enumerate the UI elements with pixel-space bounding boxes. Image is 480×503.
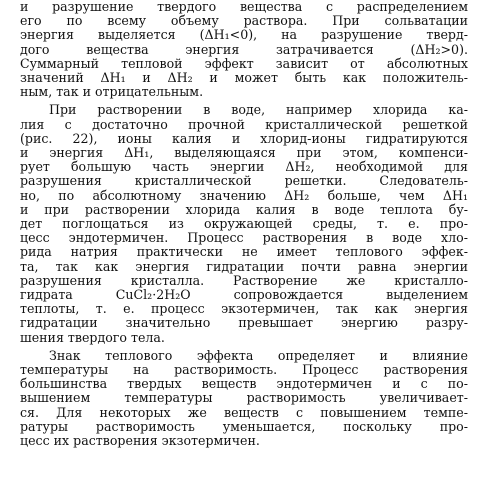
text-line: но, по абсолютному значению ΔH₂ больше, чем ΔH₁ — [20, 187, 468, 203]
text-line: та, так как энергия гидратации почти равна энергии — [20, 258, 468, 274]
text-line: цесс эндотермичен. Процесс растворения в воде хло- — [20, 230, 468, 246]
text-line: При растворении в воде, например хлорида ка- — [49, 102, 468, 118]
text-line: Знак теплового эффекта определяет и влияние — [49, 347, 468, 363]
text-line: гидратации значительно превышает энергию разру- — [20, 315, 468, 331]
text-line: Суммарный тепловой эффект зависит от абсолютных — [20, 55, 468, 71]
text-line: разрушения кристаллической решетки. Следователь- — [20, 173, 468, 189]
text-line: энергия выделяется (ΔH₁<0), на разрушение тверд- — [20, 27, 468, 43]
text-line: разрушения кристалла. Растворение же кристалло- — [20, 272, 468, 288]
text-line: (рис. 22), ионы калия и хлорид-ионы гидратируются — [20, 130, 468, 146]
text-line: значений ΔH₁ и ΔH₂ и может быть как положитель- — [20, 70, 468, 85]
text-line: его по всему объему раствора. При сольватации — [20, 13, 468, 29]
text-line: температуры на растворимость. Процесс растворения — [20, 362, 468, 377]
text-line: и разрушение твердого вещества с распределением — [20, 0, 468, 14]
text-line: теплоты, т. е. процесс экзотермичен, так как энергия — [20, 301, 468, 317]
text-line: гидрата CuCl₂·2H₂O сопровождается выделением — [20, 287, 468, 302]
text-line: вышением температуры растворимость увеличивает- — [20, 390, 468, 406]
text-line: и при растворении хлорида калия в воде теплота бу- — [20, 201, 468, 217]
text-line: цесс их растворения экзотермичен. — [20, 433, 260, 448]
text-line: дет поглощаться из окружающей среды, т. е. про- — [20, 216, 468, 231]
text-line: ным, так и отрицательным. — [20, 84, 204, 100]
text-line: ратуры растворимость уменьшается, поскольку про- — [20, 418, 468, 434]
text-line: и энергия ΔH₁, выделяющаяся при этом, компенси- — [20, 145, 468, 160]
text-line: шения твердого тела. — [20, 329, 165, 345]
text-line: дого вещества энергия затрачивается (ΔH₂>0). — [20, 41, 468, 57]
text-line: большинства твердых веществ эндотермичен и с по- — [20, 376, 468, 392]
text-line: рида натрия практически не имеет теплового эффек- — [20, 244, 468, 260]
text-line: рует большую часть энергии ΔH₂, необходимой для — [20, 159, 468, 175]
text-line: ся. Для некоторых же веществ с повышением темпе- — [20, 404, 468, 420]
text-line: лия с достаточно прочной кристаллической решеткой — [20, 116, 468, 132]
